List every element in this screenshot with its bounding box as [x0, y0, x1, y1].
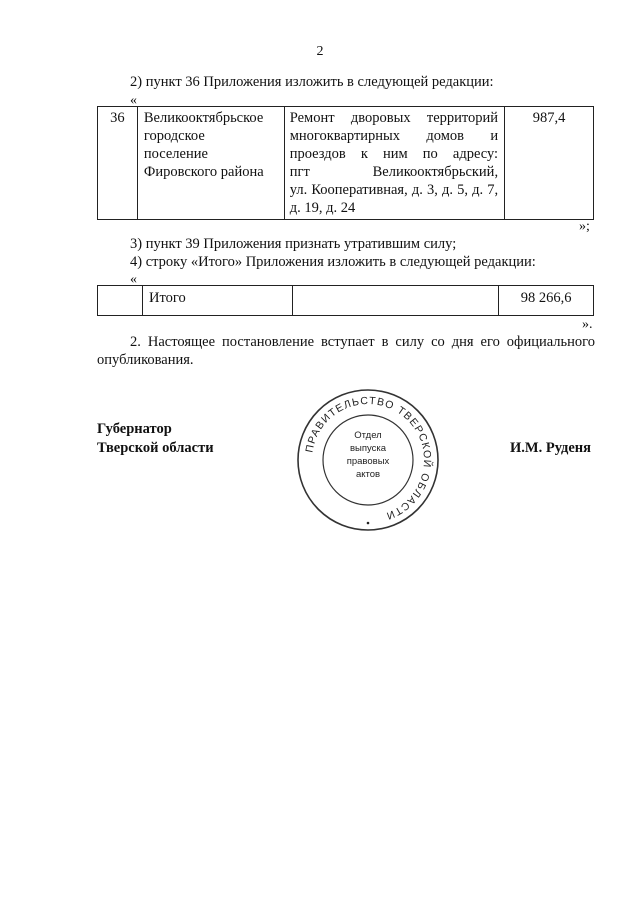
official-stamp	[296, 388, 440, 532]
section-2-line: 2. Настоящее постановление вступает в силу со дня его официального	[130, 334, 595, 350]
table-row	[98, 286, 594, 316]
empty-cell	[292, 286, 499, 316]
stamp-center-line: актов	[355, 469, 381, 480]
total-value-cell: 98 266,6	[499, 286, 594, 316]
stamp-center-line: правовых	[346, 456, 390, 467]
municipality-cell	[137, 107, 284, 220]
section-2-text	[130, 334, 595, 351]
item-2-text: 2) пункт 36 Приложения изложить в следующей редакции:	[130, 74, 494, 90]
signatory-name: И.М. Руденя	[510, 440, 592, 456]
signatory-title: Губернатор	[97, 421, 172, 437]
stamp-ring-text: ПРАВИТЕЛЬСТВО ТВЕРСКОЙ ОБЛАСТИ	[303, 394, 434, 522]
close-quote: ».	[582, 317, 593, 332]
municipality-line: Фировского района	[143, 164, 264, 180]
section-2-line: опубликования.	[97, 352, 194, 368]
item-3-text: 3) пункт 39 Приложения признать утратившим силу;	[130, 236, 457, 252]
description-line: д. 19, д. 24	[289, 200, 356, 216]
open-quote: «	[130, 272, 137, 287]
empty-cell	[98, 286, 143, 316]
close-quote: »;	[579, 219, 590, 234]
total-label-cell: Итого	[143, 286, 293, 316]
open-quote: «	[130, 93, 137, 108]
page-number: 2	[316, 44, 324, 59]
description-line: Ремонт дворовых территорий	[289, 110, 499, 126]
signatory-title: Тверской области	[97, 440, 214, 456]
stamp-center-line: Отдел	[354, 430, 382, 441]
total-row-table	[97, 285, 594, 316]
description-line: многоквартирных домов и	[289, 128, 499, 144]
amount-cell: 987,4	[505, 107, 594, 220]
stamp-dot	[367, 522, 370, 525]
table-row	[98, 107, 594, 220]
description-line: проездов к ним по адресу:	[289, 146, 499, 162]
stamp-center-line: выпуска	[349, 443, 387, 454]
municipality-line: Великооктябрьское	[143, 110, 264, 126]
municipality-line: городское	[143, 128, 205, 144]
row-number-cell: 36	[98, 107, 138, 220]
amended-item-36-table	[97, 106, 594, 220]
item-4-text: 4) строку «Итого» Приложения изложить в следующей редакции:	[130, 254, 536, 270]
description-cell	[284, 107, 504, 220]
description-line: ул. Кооперативная, д. 3, д. 5, д. 7,	[289, 182, 499, 198]
municipality-line: поселение	[143, 146, 208, 162]
description-line: пгт Великооктябрьский,	[289, 164, 499, 180]
